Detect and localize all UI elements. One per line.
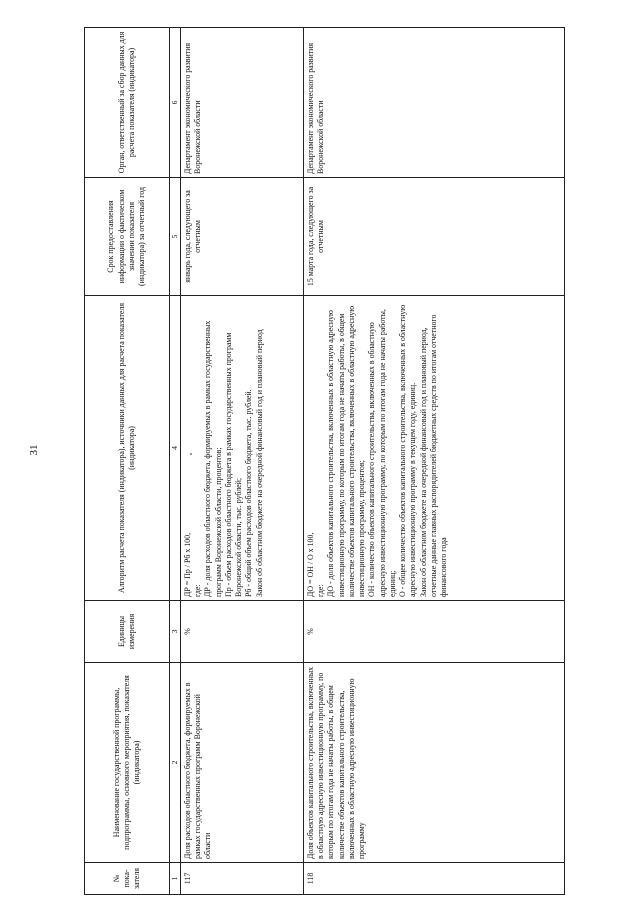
column-index-row bbox=[170, 28, 181, 895]
algorithm-line: Рб - общий объем расходов областного бюджета, тыс. рублей. bbox=[244, 389, 254, 597]
row-unit: % bbox=[303, 601, 564, 663]
column-index: 3 bbox=[170, 601, 181, 663]
column-index: 4 bbox=[170, 296, 181, 601]
table-row bbox=[180, 28, 303, 895]
row-responsible: Департамент экономического развития Воронежской области bbox=[303, 28, 564, 178]
table-header-row bbox=[85, 28, 170, 895]
algorithm-line: ДО = ОН / О х 100, bbox=[305, 532, 315, 597]
algorithm-line: ОН - количество объектов капитального строительства, включенных в областную адресную инвестиционную программу, по которым по итогам года не начаты работы, единиц; bbox=[367, 309, 397, 597]
header-unit: Единицы измерения bbox=[85, 601, 170, 663]
column-index: 2 bbox=[170, 663, 181, 863]
algorithm-line: Пр - объем расходов областного бюджета в рамках государственных программ Воронежской области, тыс. рублей; bbox=[223, 332, 244, 597]
page-number: 31 bbox=[28, 444, 40, 456]
header-number: № пока-зателя bbox=[85, 863, 170, 895]
algorithm-line: ДО - доля объектов капитального строительства, включенных в областную адресную инвестиционную программу, по которым по итогам года не начаты работы, в общем количестве объектов капитального строительства, включенных в областную адресную инвестиционную программу, процентов; bbox=[326, 305, 367, 597]
row-algorithm bbox=[180, 296, 303, 601]
column-index: 5 bbox=[170, 178, 181, 296]
row-algorithm bbox=[303, 296, 564, 601]
rotated-table-wrapper bbox=[84, 28, 617, 895]
algorithm-line: ДР - доля расходов областного бюджета, формируемых в рамках государственных программ Воронежской области, процентов; bbox=[203, 320, 223, 597]
table-row bbox=[303, 28, 564, 895]
row-number: 118 bbox=[303, 863, 564, 895]
algorithm-line: Закон об областном бюджете на очередной финансовый год и плановый период bbox=[254, 329, 264, 597]
document-sheet bbox=[84, 28, 617, 895]
row-name: Доля объектов капитального строительства, включенных в областную адресную инвестиционную программу, по которым по итогам года не начаты работы, в общем количестве объектов капитального строительства, включенных в областную адресную инвестиционную программу bbox=[303, 663, 564, 863]
header-algorithm: Алгоритм расчета показателя (индикатора), источники данных для расчета показателя (индикатора) bbox=[85, 296, 170, 601]
algorithm-line: ДР = Пр / Рб х 100, bbox=[182, 532, 192, 597]
row-name: Доля расходов областного бюджета, формируемых в рамках государственных программ Воронежской области bbox=[180, 663, 303, 863]
algorithm-line: Закон об областном бюджете на очередной финансовый год и плановый период, отчетные данные главных распорядителей бюджетных средств по итогам отчетного финансового года bbox=[418, 314, 449, 597]
column-index: 6 bbox=[170, 28, 181, 178]
column-index: 1 bbox=[170, 863, 181, 895]
indicators-table bbox=[84, 27, 565, 895]
row-deadline: январь года, следующего за отчетным bbox=[180, 178, 303, 296]
header-responsible: Орган, ответственный за сбор данных для расчета показателя (индикатора) bbox=[85, 28, 170, 178]
row-unit: % bbox=[180, 601, 303, 663]
row-number: 117 bbox=[180, 863, 303, 895]
algorithm-line: где: bbox=[193, 584, 203, 597]
row-responsible: Департамент экономического развития Воронежской области bbox=[180, 28, 303, 178]
algorithm-line: О - общее количество объектов капитального строительства, включенных в областную адресную инвестиционную программу в текущем году, единиц. bbox=[398, 304, 418, 597]
header-deadline: Срок предоставления информации о фактическом значении показателя (индикатора) за отчетный год bbox=[85, 178, 170, 296]
algorithm-line: где: bbox=[316, 584, 326, 597]
row-deadline: 15 марта года, следующего за отчетным bbox=[303, 178, 564, 296]
header-name: Наименование государственной программы, подпрограммы, основного мероприятия, показателя (индикатора) bbox=[85, 663, 170, 863]
